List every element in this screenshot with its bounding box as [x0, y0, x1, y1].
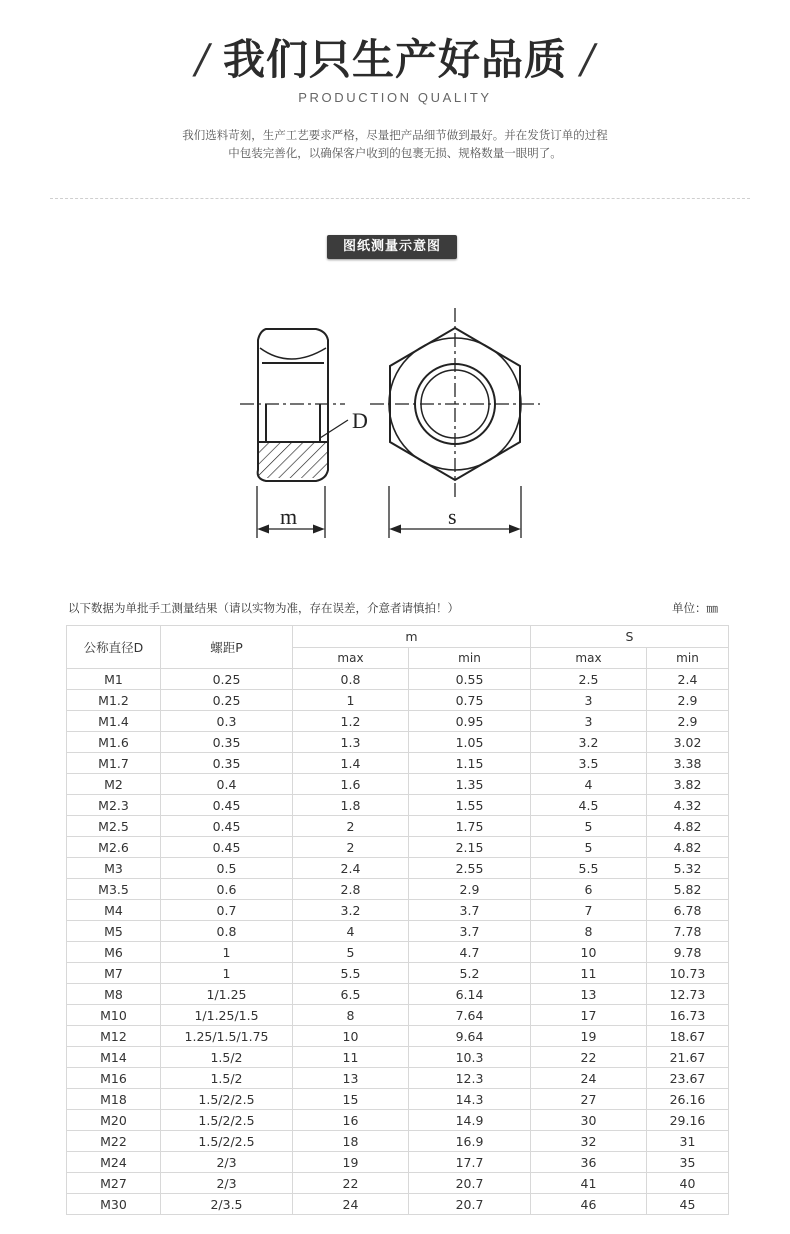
- cell-s-min: 10.73: [647, 963, 729, 984]
- page-subtitle: PRODUCTION QUALITY: [298, 90, 492, 105]
- diagram-badge: 图纸测量示意图: [327, 235, 457, 259]
- cell-s-min: 18.67: [647, 1026, 729, 1047]
- cell-s-max: 5: [531, 816, 647, 837]
- cell-m-max: 5: [293, 942, 409, 963]
- cell-s-max: 30: [531, 1110, 647, 1131]
- cell-diameter: M2.6: [67, 837, 161, 858]
- cell-m-max: 11: [293, 1047, 409, 1068]
- cell-m-min: 17.7: [409, 1152, 531, 1173]
- cell-m-min: 0.55: [409, 669, 531, 690]
- cell-diameter: M24: [67, 1152, 161, 1173]
- cell-pitch: 0.8: [161, 921, 293, 942]
- cell-diameter: M3.5: [67, 879, 161, 900]
- cell-pitch: 0.25: [161, 690, 293, 711]
- cell-pitch: 2/3: [161, 1173, 293, 1194]
- cell-s-min: 6.78: [647, 900, 729, 921]
- cell-diameter: M1.4: [67, 711, 161, 732]
- cell-m-max: 1.6: [293, 774, 409, 795]
- diagram-label-m: m: [280, 504, 298, 529]
- table-row: [67, 669, 729, 690]
- hex-nut-diagram: [230, 300, 550, 550]
- cell-m-min: 6.14: [409, 984, 531, 1005]
- cell-diameter: M30: [67, 1194, 161, 1215]
- page-header: [0, 32, 790, 105]
- cell-s-min: 2.4: [647, 669, 729, 690]
- cell-s-min: 23.67: [647, 1068, 729, 1089]
- cell-s-max: 5: [531, 837, 647, 858]
- cell-m-min: 12.3: [409, 1068, 531, 1089]
- cell-diameter: M2.3: [67, 795, 161, 816]
- cell-pitch: 0.3: [161, 711, 293, 732]
- cell-diameter: M2.5: [67, 816, 161, 837]
- diagram-label-d: D: [352, 408, 368, 433]
- table-row: [67, 984, 729, 1005]
- table-row: [67, 1047, 729, 1068]
- cell-m-min: 9.64: [409, 1026, 531, 1047]
- col-header-s-min: min: [647, 648, 729, 669]
- cell-diameter: M1.6: [67, 732, 161, 753]
- cell-m-max: 10: [293, 1026, 409, 1047]
- cell-m-min: 1.15: [409, 753, 531, 774]
- cell-diameter: M7: [67, 963, 161, 984]
- cell-pitch: 1.5/2/2.5: [161, 1131, 293, 1152]
- title-slash-right: /: [581, 37, 595, 83]
- cell-m-max: 13: [293, 1068, 409, 1089]
- cell-s-min: 31: [647, 1131, 729, 1152]
- cell-m-min: 20.7: [409, 1173, 531, 1194]
- cell-s-max: 11: [531, 963, 647, 984]
- table-row: [67, 1005, 729, 1026]
- cell-s-max: 27: [531, 1089, 647, 1110]
- cell-m-max: 1.8: [293, 795, 409, 816]
- cell-s-min: 26.16: [647, 1089, 729, 1110]
- cell-diameter: M1.7: [67, 753, 161, 774]
- cell-diameter: M2: [67, 774, 161, 795]
- cell-pitch: 0.6: [161, 879, 293, 900]
- spec-table: [66, 625, 729, 1215]
- unit-label: 单位：㎜: [672, 601, 718, 615]
- cell-diameter: M5: [67, 921, 161, 942]
- cell-diameter: M10: [67, 1005, 161, 1026]
- cell-s-max: 3: [531, 711, 647, 732]
- cell-diameter: M8: [67, 984, 161, 1005]
- intro-line-1: 我们选料苛刻，生产工艺要求严格，尽量把产品细节做到最好。并在发货订单的过程: [182, 128, 608, 142]
- intro-text: [0, 126, 790, 162]
- col-group-m: m: [293, 626, 531, 648]
- cell-s-min: 40: [647, 1173, 729, 1194]
- table-row: [67, 816, 729, 837]
- cell-s-max: 8: [531, 921, 647, 942]
- cell-pitch: 1.5/2: [161, 1047, 293, 1068]
- table-row: [67, 837, 729, 858]
- cell-s-min: 9.78: [647, 942, 729, 963]
- table-row: [67, 879, 729, 900]
- table-row: [67, 900, 729, 921]
- cell-pitch: 2/3: [161, 1152, 293, 1173]
- cell-pitch: 0.4: [161, 774, 293, 795]
- cell-pitch: 1.5/2: [161, 1068, 293, 1089]
- cell-m-max: 6.5: [293, 984, 409, 1005]
- cell-s-max: 2.5: [531, 669, 647, 690]
- section-divider: [50, 198, 750, 199]
- cell-s-max: 17: [531, 1005, 647, 1026]
- cell-s-max: 5.5: [531, 858, 647, 879]
- diagram-label-s: s: [448, 504, 457, 529]
- cell-diameter: M14: [67, 1047, 161, 1068]
- cell-m-min: 16.9: [409, 1131, 531, 1152]
- cell-pitch: 2/3.5: [161, 1194, 293, 1215]
- cell-m-max: 1.4: [293, 753, 409, 774]
- cell-s-min: 2.9: [647, 711, 729, 732]
- table-row: [67, 1068, 729, 1089]
- cell-m-min: 10.3: [409, 1047, 531, 1068]
- cell-s-min: 3.38: [647, 753, 729, 774]
- cell-m-min: 14.9: [409, 1110, 531, 1131]
- cell-m-max: 4: [293, 921, 409, 942]
- cell-m-min: 3.7: [409, 900, 531, 921]
- col-header-s-max: max: [531, 648, 647, 669]
- col-header-m-min: min: [409, 648, 531, 669]
- cell-s-max: 32: [531, 1131, 647, 1152]
- cell-s-min: 7.78: [647, 921, 729, 942]
- table-row: [67, 1173, 729, 1194]
- cell-s-max: 46: [531, 1194, 647, 1215]
- cell-m-min: 0.75: [409, 690, 531, 711]
- page-title: 我们只生产好品质: [222, 35, 567, 84]
- cell-m-max: 2.4: [293, 858, 409, 879]
- cell-m-min: 4.7: [409, 942, 531, 963]
- cell-s-min: 4.82: [647, 816, 729, 837]
- cell-s-max: 10: [531, 942, 647, 963]
- cell-m-max: 1: [293, 690, 409, 711]
- cell-m-max: 22: [293, 1173, 409, 1194]
- table-row: [67, 858, 729, 879]
- cell-pitch: 0.45: [161, 816, 293, 837]
- cell-s-min: 2.9: [647, 690, 729, 711]
- cell-m-min: 2.55: [409, 858, 531, 879]
- cell-s-min: 4.82: [647, 837, 729, 858]
- cell-m-max: 2.8: [293, 879, 409, 900]
- cell-m-max: 8: [293, 1005, 409, 1026]
- cell-m-min: 1.55: [409, 795, 531, 816]
- cell-s-min: 12.73: [647, 984, 729, 1005]
- cell-m-max: 24: [293, 1194, 409, 1215]
- cell-m-min: 2.15: [409, 837, 531, 858]
- cell-m-max: 16: [293, 1110, 409, 1131]
- intro-line-2: 中包装完善化，以确保客户收到的包裹无损、规格数量一眼明了。: [228, 146, 562, 160]
- cell-diameter: M1: [67, 669, 161, 690]
- cell-s-max: 4: [531, 774, 647, 795]
- cell-pitch: 0.35: [161, 753, 293, 774]
- cell-s-max: 24: [531, 1068, 647, 1089]
- cell-pitch: 0.7: [161, 900, 293, 921]
- cell-diameter: M27: [67, 1173, 161, 1194]
- cell-m-max: 3.2: [293, 900, 409, 921]
- col-header-pitch: 螺距P: [161, 626, 293, 669]
- table-row: [67, 690, 729, 711]
- cell-pitch: 1.5/2/2.5: [161, 1110, 293, 1131]
- cell-diameter: M1.2: [67, 690, 161, 711]
- cell-m-max: 5.5: [293, 963, 409, 984]
- cell-pitch: 1.25/1.5/1.75: [161, 1026, 293, 1047]
- table-row: [67, 732, 729, 753]
- cell-s-min: 29.16: [647, 1110, 729, 1131]
- cell-pitch: 1: [161, 963, 293, 984]
- cell-m-max: 1.2: [293, 711, 409, 732]
- cell-pitch: 1.5/2/2.5: [161, 1089, 293, 1110]
- cell-s-max: 13: [531, 984, 647, 1005]
- cell-pitch: 0.25: [161, 669, 293, 690]
- table-row: [67, 942, 729, 963]
- cell-diameter: M3: [67, 858, 161, 879]
- cell-s-max: 36: [531, 1152, 647, 1173]
- cell-s-max: 3.5: [531, 753, 647, 774]
- cell-s-min: 16.73: [647, 1005, 729, 1026]
- table-row: [67, 1131, 729, 1152]
- cell-s-min: 3.82: [647, 774, 729, 795]
- cell-m-min: 14.3: [409, 1089, 531, 1110]
- cell-diameter: M20: [67, 1110, 161, 1131]
- cell-diameter: M6: [67, 942, 161, 963]
- cell-pitch: 0.45: [161, 795, 293, 816]
- table-row: [67, 1110, 729, 1131]
- table-row: [67, 753, 729, 774]
- cell-diameter: M16: [67, 1068, 161, 1089]
- table-row: [67, 1194, 729, 1215]
- cell-m-max: 19: [293, 1152, 409, 1173]
- cell-m-max: 2: [293, 837, 409, 858]
- cell-s-min: 45: [647, 1194, 729, 1215]
- cell-s-min: 21.67: [647, 1047, 729, 1068]
- cell-m-min: 20.7: [409, 1194, 531, 1215]
- table-row: [67, 711, 729, 732]
- cell-s-min: 4.32: [647, 795, 729, 816]
- cell-pitch: 1/1.25/1.5: [161, 1005, 293, 1026]
- cell-diameter: M12: [67, 1026, 161, 1047]
- cell-pitch: 1: [161, 942, 293, 963]
- cell-pitch: 0.5: [161, 858, 293, 879]
- cell-m-min: 0.95: [409, 711, 531, 732]
- table-row: [67, 1152, 729, 1173]
- cell-s-min: 5.32: [647, 858, 729, 879]
- table-row: [67, 1026, 729, 1047]
- table-row: [67, 921, 729, 942]
- cell-s-max: 19: [531, 1026, 647, 1047]
- cell-m-min: 2.9: [409, 879, 531, 900]
- cell-m-max: 1.3: [293, 732, 409, 753]
- cell-s-max: 41: [531, 1173, 647, 1194]
- cell-s-max: 6: [531, 879, 647, 900]
- cell-m-max: 2: [293, 816, 409, 837]
- cell-s-min: 5.82: [647, 879, 729, 900]
- col-header-m-max: max: [293, 648, 409, 669]
- cell-diameter: M4: [67, 900, 161, 921]
- table-row: [67, 963, 729, 984]
- cell-s-max: 22: [531, 1047, 647, 1068]
- cell-s-min: 35: [647, 1152, 729, 1173]
- cell-pitch: 1/1.25: [161, 984, 293, 1005]
- cell-s-max: 4.5: [531, 795, 647, 816]
- cell-m-max: 0.8: [293, 669, 409, 690]
- table-row: [67, 774, 729, 795]
- cell-m-max: 15: [293, 1089, 409, 1110]
- title-slash-left: /: [195, 37, 209, 83]
- cell-m-min: 7.64: [409, 1005, 531, 1026]
- cell-m-min: 1.05: [409, 732, 531, 753]
- title-row: [0, 32, 790, 88]
- cell-m-min: 1.75: [409, 816, 531, 837]
- cell-pitch: 0.45: [161, 837, 293, 858]
- cell-s-max: 3.2: [531, 732, 647, 753]
- cell-m-min: 5.2: [409, 963, 531, 984]
- cell-diameter: M22: [67, 1131, 161, 1152]
- cell-pitch: 0.35: [161, 732, 293, 753]
- cell-m-min: 1.35: [409, 774, 531, 795]
- cell-s-max: 3: [531, 690, 647, 711]
- col-header-diameter: 公称直径D: [67, 626, 161, 669]
- table-row: [67, 1089, 729, 1110]
- cell-s-min: 3.02: [647, 732, 729, 753]
- cell-m-max: 18: [293, 1131, 409, 1152]
- table-note: 以下数据为单批手工测量结果（请以实物为准，存在误差，介意者请慎拍！）: [68, 601, 459, 615]
- table-row: [67, 795, 729, 816]
- spec-table-body: [67, 669, 729, 1215]
- col-group-s: S: [531, 626, 729, 648]
- cell-s-max: 7: [531, 900, 647, 921]
- cell-m-min: 3.7: [409, 921, 531, 942]
- cell-diameter: M18: [67, 1089, 161, 1110]
